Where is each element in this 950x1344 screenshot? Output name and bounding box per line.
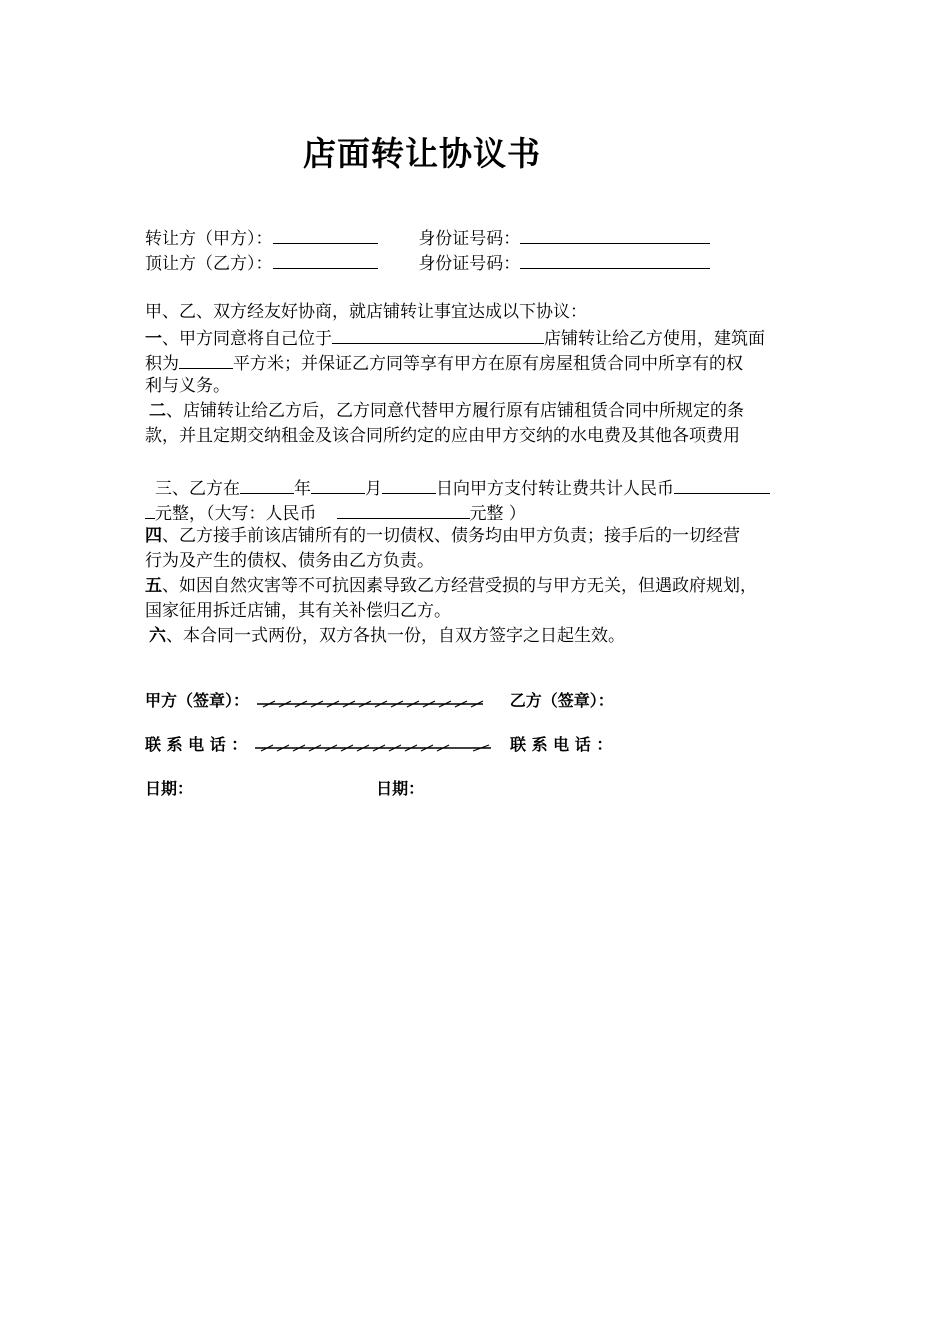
intro-text: 甲、乙、双方经友好协商，就店铺转让事宜达成以下协议： <box>145 302 587 322</box>
clause-5-line-1 <box>145 574 757 598</box>
clause-5-text-a: 、如因自然灾害等不可抗因素导致乙方经营受损的与甲方无关，但遇政府规划， <box>162 576 757 596</box>
party-a-phone-label: 联 系 电 话 ： <box>145 735 248 754</box>
transferee-id-blank[interactable] <box>520 249 710 269</box>
clause-5-number: 五 <box>145 576 162 596</box>
clause-4-number: 四 <box>145 526 162 546</box>
day-blank[interactable] <box>382 474 436 494</box>
fee-amount-blank-cont[interactable] <box>145 499 155 519</box>
party-a-date-label: 日期： <box>145 779 194 798</box>
clause-1-text-b: 店铺转让给乙方使用，建筑面 <box>544 329 765 349</box>
clause-1-line-3: 利与义务。 <box>145 376 230 396</box>
clause-2-number: 二 <box>149 401 166 421</box>
transferor-id-label: 身份证号码： <box>418 229 521 249</box>
month-label: 月 <box>365 479 382 499</box>
clause-1-line-2 <box>145 349 743 376</box>
clause-1-number: 一 <box>145 329 162 349</box>
transferee-row <box>145 249 710 276</box>
clause-5-line-2: 国家征用拆迁店铺，其有关补偿归乙方。 <box>145 601 451 621</box>
party-a-signature-line[interactable] <box>255 695 485 709</box>
clause-1-text-a: 、甲方同意将自己位于 <box>162 329 332 349</box>
party-b-date-label: 日期： <box>376 779 425 798</box>
document-title: 店面转让协议书 <box>303 134 541 173</box>
transferee-label: 顶让方（乙方）： <box>145 254 273 274</box>
clause-6-text-a: 、本合同一式两份，双方各执一份，自双方签字之日起生效。 <box>166 626 625 646</box>
transferor-name-blank[interactable] <box>273 224 378 244</box>
party-a-signature-label: 甲方（签章）： <box>145 691 250 710</box>
clause-3-text-d: 元整 ） <box>469 504 526 524</box>
area-blank[interactable] <box>179 349 233 369</box>
phone-row <box>145 733 612 757</box>
clause-1-text-d: 平方米；并保证乙方同等享有甲方在原有房屋租赁合同中所享有的权 <box>233 354 743 374</box>
month-blank[interactable] <box>311 474 365 494</box>
party-b-phone-label: 联 系 电 话 ： <box>510 735 613 754</box>
store-location-blank[interactable] <box>332 324 544 344</box>
clause-3-text-b: 日向甲方支付转让费共计人民币 <box>436 479 674 499</box>
transferor-row <box>145 224 710 251</box>
year-blank[interactable] <box>240 474 294 494</box>
transferee-name-blank[interactable] <box>273 249 378 269</box>
fee-amount-blank[interactable] <box>674 474 770 494</box>
party-a-phone-line[interactable] <box>253 739 493 753</box>
clause-6-line-1 <box>149 624 625 648</box>
clause-2-line-2: 款，并且定期交纳租金及该合同所约定的应由甲方交纳的水电费及其他各项费用 <box>145 426 740 446</box>
transferor-label: 转让方（甲方）： <box>145 229 273 249</box>
clause-6-number: 六 <box>149 626 166 646</box>
fee-uppercase-blank[interactable] <box>337 499 470 519</box>
clause-3-text-c: 元整，（大写：人民币 <box>155 504 317 524</box>
transferee-id-label: 身份证号码： <box>418 254 521 274</box>
clause-2-text-a: 、店铺转让给乙方后，乙方同意代替甲方履行原有店铺租赁合同中所规定的条 <box>166 401 744 421</box>
clause-4-text-a: 、乙方接手前该店铺所有的一切债权、债务均由甲方负责；接手后的一切经营 <box>162 526 740 546</box>
clause-2-line-1 <box>149 399 744 423</box>
signature-row <box>145 689 614 713</box>
clause-3-line-2 <box>145 499 526 526</box>
clause-1-text-c: 积为 <box>145 354 179 374</box>
year-label: 年 <box>294 479 311 499</box>
party-b-signature-label: 乙方（签章）： <box>509 691 614 710</box>
transferor-id-blank[interactable] <box>520 224 710 244</box>
clause-3-text-a: 三、乙方在 <box>155 479 240 499</box>
clause-1-line-1 <box>145 324 765 351</box>
date-row <box>145 777 424 801</box>
clause-4-line-2: 行为及产生的债权、债务由乙方负责。 <box>145 551 434 571</box>
clause-4-line-1 <box>145 524 740 548</box>
clause-3-line-1 <box>155 474 770 501</box>
